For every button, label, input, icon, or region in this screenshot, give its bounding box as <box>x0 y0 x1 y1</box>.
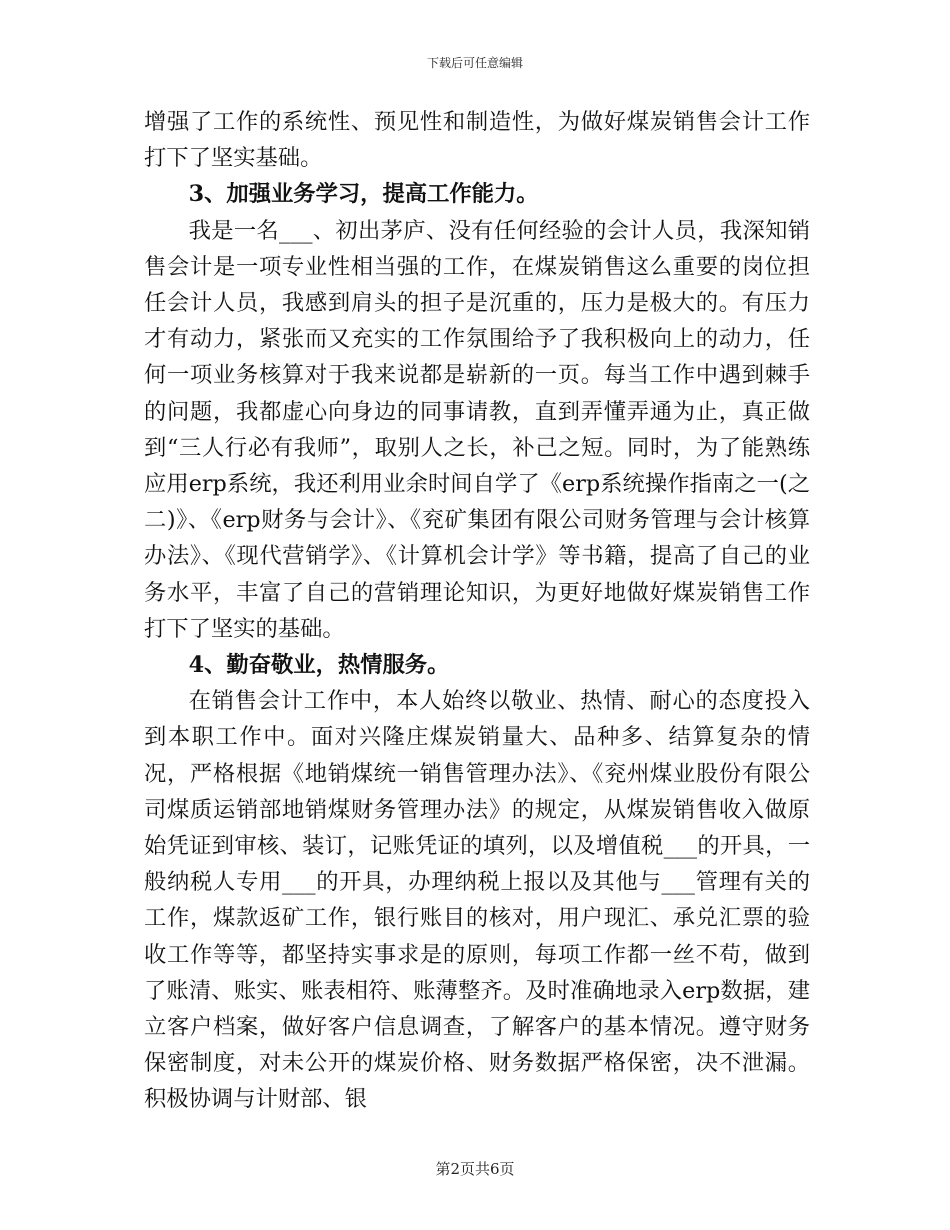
section-heading-4: 4、勤奋敬业，热情服务。 <box>188 652 450 679</box>
page-number: 第2页共6页 <box>435 1160 515 1178</box>
section-heading-3: 3、加强业务学习，提高工作能力。 <box>188 181 539 208</box>
paragraph-study: 我是一名___、初出茅庐、没有任何经验的会计人员，我深知销售会计是一项专业性相当强的工作，在煤炭销售这么重要的岗位担任会计人员，我感到肩头的担子是沉重的，压力是极大的。有压力才有动力，紧张而又充实的工作氛围给予了我积极向上的动力，任何一项业务核算对于我来说都是崭新的一页。每当工作中遇到棘手的问题，我都虚心向身边的同事请教，直到弄懂弄通为止，真正做到“三人行必有我师”，取别人之长，补己之短。同时，为了能熟练应用erp系统，我还利用业余时间自学了《erp系统操作指南之一(之二)》、《erp财务与会计》、《兖矿集团有限公司财务管理与会计核算办法》、《现代营销学》、《计算机会计学》等书籍，提高了自己的业务水平，丰富了自己的营销理论知识，为更好地做好煤炭销售工作打下了坚实的基础。 <box>144 217 810 642</box>
paragraph-service: 在销售会计工作中，本人始终以敬业、热情、耐心的态度投入到本职工作中。面对兴隆庄煤炭销量大、品种多、结算复杂的情况，严格根据《地销煤统一销售管理办法》、《兖州煤业股份有限公司煤质运销部地销煤财务管理办法》的规定，从煤炭销售收入做原始凭证到审核、装订，记账凭证的填列，以及增值税___的开具，一般纳税人专用___的开具，办理纳税上报以及其他与___管理有关的工作，煤款返矿工作，银行账目的核对，用户现汇、承兑汇票的验收工作等等，都坚持实事求是的原则，每项工作都一丝不苟，做到了账清、账实、账表相符、账薄整齐。及时准确地录入erp数据，建立客户档案，做好客户信息调查，了解客户的基本情况。遵守财务保密制度，对未公开的煤炭价格、财务数据严格保密，决不泄漏。积极协调与计财部、银 <box>144 688 810 1113</box>
page-header: 下载后可任意编辑 <box>426 56 523 70</box>
document-body <box>144 104 810 1118</box>
paragraph-continuation: 增强了工作的系统性、预见性和制造性，为做好煤炭销售会计工作打下了坚实基础。 <box>144 109 810 172</box>
